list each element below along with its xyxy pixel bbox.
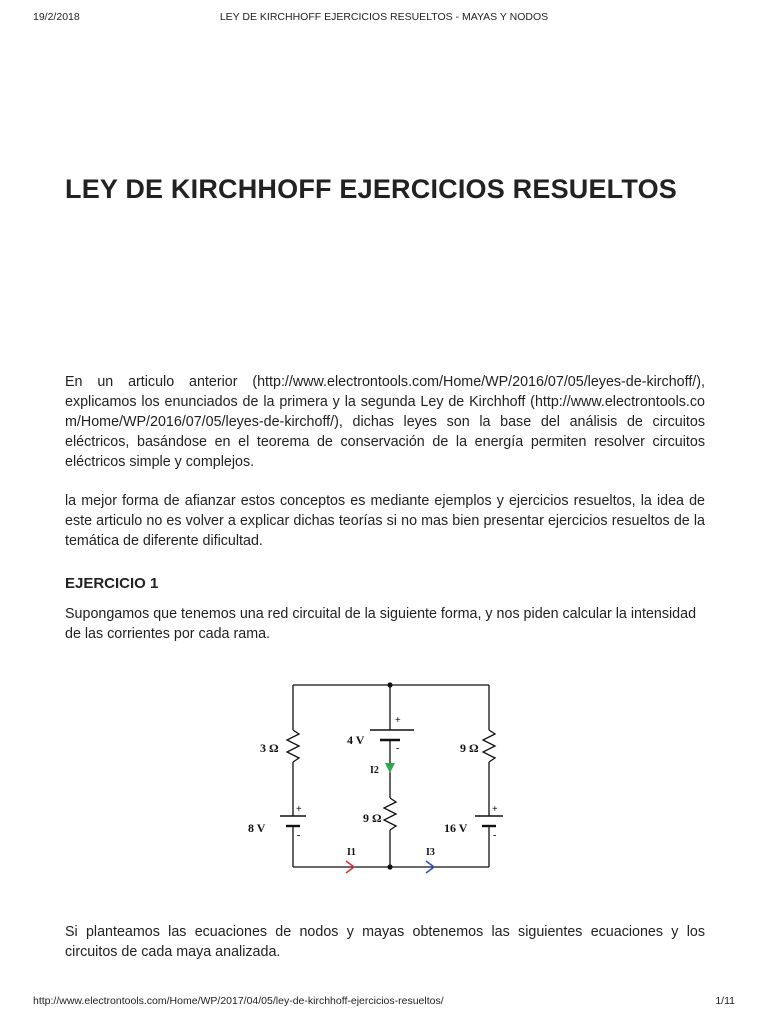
v-center-label: 4 V	[347, 733, 365, 747]
circuit-diagram	[240, 675, 520, 875]
exercise-statement: Supongamos que tenemos una red circuital de la siguiente forma, y nos piden calcular la intensidad de las corrientes por cada rama.	[65, 606, 697, 642]
page-number: 1/11	[715, 995, 735, 1007]
v-right-label: 16 V	[444, 821, 468, 835]
leyes-kirchoff-link-1[interactable]: http://www.electrontools.com/Home/WP/2016/07/05/leyes-de-kirchoff/	[257, 374, 697, 390]
v-left-minus: -	[297, 830, 301, 841]
i1-label: I1	[347, 847, 356, 858]
i2-label: I2	[370, 765, 379, 776]
r-right-label: 9 Ω	[460, 741, 479, 755]
footer-url: http://www.electrontools.com/Home/WP/2017/04/05/ley-de-kirchhoff-ejercicios-resueltos/	[33, 995, 444, 1007]
v-right-minus: -	[493, 830, 497, 841]
leyes-kirchoff-link-2[interactable]: http://www.electrontools.com/Home/WP/2016/07/05/leyes-de-kirchoff/	[65, 394, 705, 430]
intro-paragraph: En un articulo anterior (http://www.electrontools.com/Home/WP/2016/07/05/leyes-de-kirchoff/), explicamos los enunciados de la primera y la segunda Ley de Kirchhoff (http://www.electrontools.com/Home/WP/2016/07/05/leyes-de-kirchoff/), dichas leyes son la base del análisis de circuitos eléctricos, basándose en el teorema de conservación de la energía permiten resolver circuitos eléctricos simple y complejos.	[65, 374, 705, 470]
i2-arrow-icon	[385, 763, 395, 773]
bottom-node	[387, 864, 392, 869]
print-page-title: LEY DE KIRCHHOFF EJERCICIOS RESUELTOS - MAYAS Y NODOS	[219, 11, 549, 23]
i3-label: I3	[426, 847, 435, 858]
top-node	[387, 682, 392, 687]
v-left-plus: +	[296, 804, 302, 815]
print-date: 19/2/2018	[33, 11, 80, 23]
v-left-label: 8 V	[248, 821, 266, 835]
v-center-plus: +	[395, 715, 401, 726]
v-right-plus: +	[492, 804, 498, 815]
v-center-minus: -	[396, 743, 400, 754]
article-title: LEY DE KIRCHHOFF EJERCICIOS RESUELTOS	[65, 174, 677, 204]
exercise-heading: EJERCICIO 1	[65, 575, 159, 592]
r-left-label: 3 Ω	[260, 741, 279, 755]
circuit-wires	[280, 685, 503, 867]
r-center-label: 9 Ω	[363, 811, 382, 825]
purpose-paragraph: la mejor forma de afianzar estos conceptos es mediante ejemplos y ejercicios resueltos, la idea de este articulo no es volver a explicar dichas teorías si no mas bien presentar ejercicios resueltos de la temática de diferente dificultad.	[65, 493, 705, 549]
equations-intro-paragraph: Si planteamos las ecuaciones de nodos y mayas obtenemos las siguientes ecuaciones y los circuitos de cada maya analizada.	[65, 924, 705, 960]
